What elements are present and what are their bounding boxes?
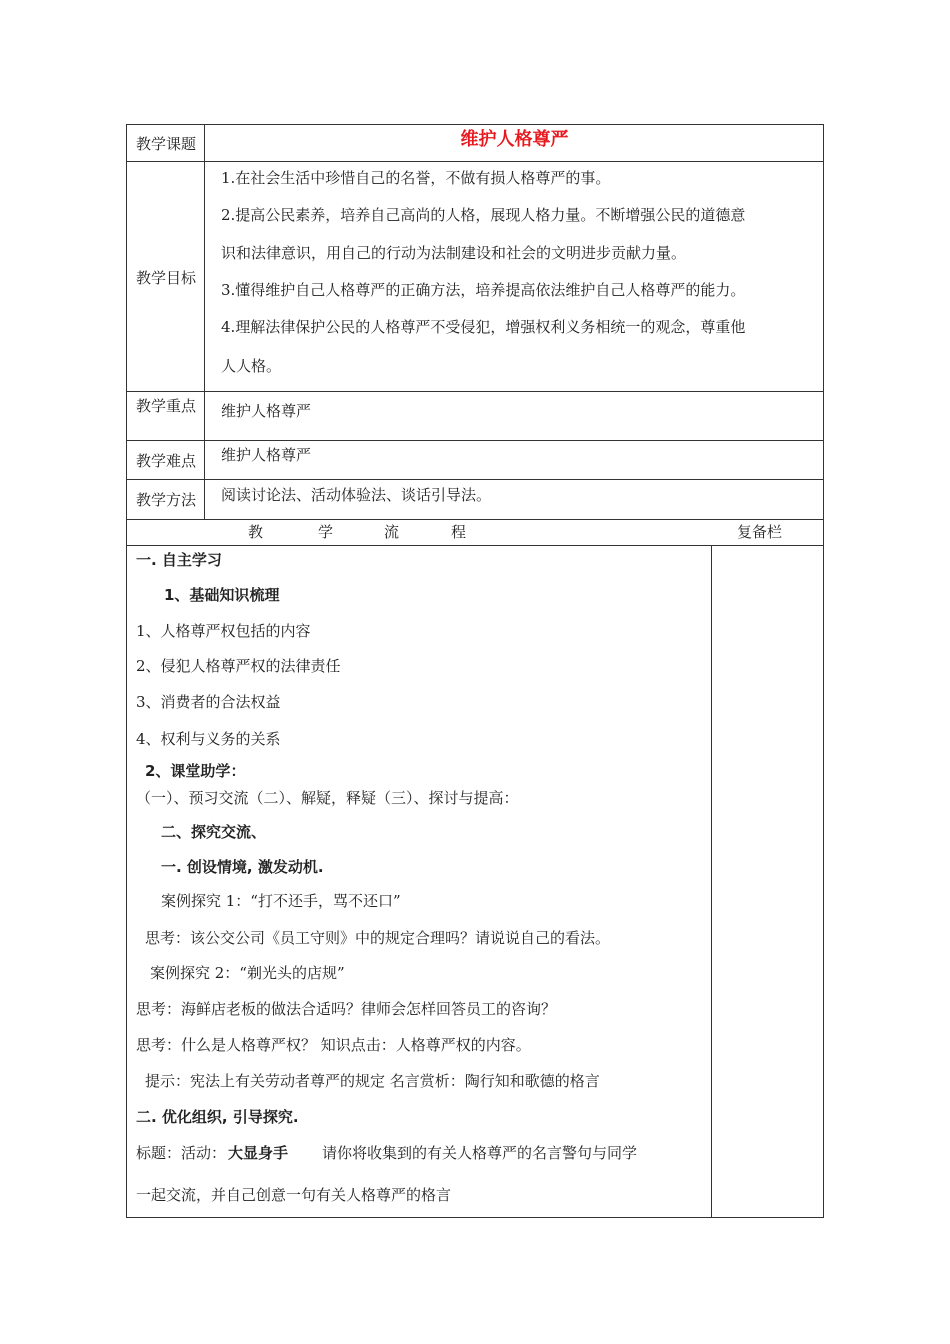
lesson-title: 维护人格尊严	[460, 129, 569, 150]
content-line: （一）、预习交流（二）、解疑，释疑（三）、探讨与提高：	[136, 789, 519, 807]
goal-line: 人人格。	[221, 357, 282, 375]
activity-prefix: 标题：活动：	[136, 1144, 227, 1162]
content-line: 2、侵犯人格尊严权的法律责任	[136, 657, 341, 675]
hint-line: 提示：宪法上有关劳动者尊严的规定 名言赏析：陶行知和歌德的格言	[145, 1072, 600, 1090]
section-heading: 一. 创设情境, 激发动机.	[161, 858, 324, 876]
section-heading: 二、探究交流、	[161, 823, 267, 841]
row-divider	[126, 519, 824, 520]
row-divider	[126, 545, 824, 546]
activity-line	[136, 1143, 637, 1163]
goal-line: 2.提高公民素养，培养自己高尚的人格，展现人格力量。不断增强公民的道德意	[221, 206, 746, 224]
method-label: 教学方法	[135, 491, 196, 509]
content-line: 3、消费者的合法权益	[136, 693, 281, 711]
sub-heading: 1、基础知识梳理	[164, 586, 280, 604]
case-study-line: 案例探究 2：“剃光头的店规”	[150, 964, 345, 982]
sub-heading: 2、课堂助学：	[145, 762, 246, 780]
case-study-line: 案例探究 1：“打不还手，骂不还口”	[161, 892, 401, 910]
key-point-value: 维护人格尊严	[221, 402, 312, 420]
row-divider	[126, 479, 824, 480]
goal-line: 4.理解法律保护公民的人格尊严不受侵犯，增强权利义务相统一的观念，尊重他	[221, 318, 746, 336]
row-divider	[126, 161, 824, 162]
activity-line: 一起交流，并自己创意一句有关人格尊严的格言	[136, 1186, 452, 1204]
row-divider	[126, 440, 824, 441]
flow-header-char: 学	[318, 523, 334, 541]
goal-line: 1.在社会生活中珍惜自己的名誉，不做有损人格尊严的事。	[221, 169, 611, 187]
activity-text: 请你将收集到的有关人格尊严的名言警句与同学	[322, 1144, 638, 1162]
question-line: 思考：什么是人格尊严权？ 知识点击：人格尊严权的内容。	[136, 1036, 531, 1054]
row-divider	[126, 391, 824, 392]
section-heading: 一. 自主学习	[136, 551, 222, 569]
flow-header-char: 教	[248, 523, 264, 541]
goals-label: 教学目标	[135, 269, 196, 287]
activity-name: 大显身手	[228, 1144, 289, 1162]
flow-header-char: 程	[451, 523, 467, 541]
topic-label: 教学课题	[135, 135, 196, 153]
label-column-divider	[204, 124, 205, 519]
flow-header-char: 流	[384, 523, 400, 541]
content-line: 4、权利与义务的关系	[136, 730, 281, 748]
difficulty-value: 维护人格尊严	[221, 446, 312, 464]
side-column-label: 复备栏	[737, 523, 783, 541]
method-value: 阅读讨论法、活动体验法、谈话引导法。	[221, 486, 492, 504]
content-line: 1、人格尊严权包括的内容	[136, 622, 311, 640]
question-line: 思考：该公交公司《员工守则》中的规定合理吗？请说说自己的看法。	[145, 929, 611, 947]
goal-line: 识和法律意识，用自己的行动为法制建设和社会的文明进步贡献力量。	[221, 244, 687, 262]
key-point-label: 教学重点	[135, 397, 196, 415]
side-column-divider	[711, 545, 712, 1218]
question-line: 思考：海鲜店老板的做法合适吗？律师会怎样回答员工的咨询？	[136, 1000, 557, 1018]
section-heading: 二. 优化组织, 引导探究.	[136, 1108, 299, 1126]
goal-line: 3.懂得维护自己人格尊严的正确方法，培养提高依法维护自己人格尊严的能力。	[221, 281, 746, 299]
difficulty-label: 教学难点	[135, 452, 196, 470]
